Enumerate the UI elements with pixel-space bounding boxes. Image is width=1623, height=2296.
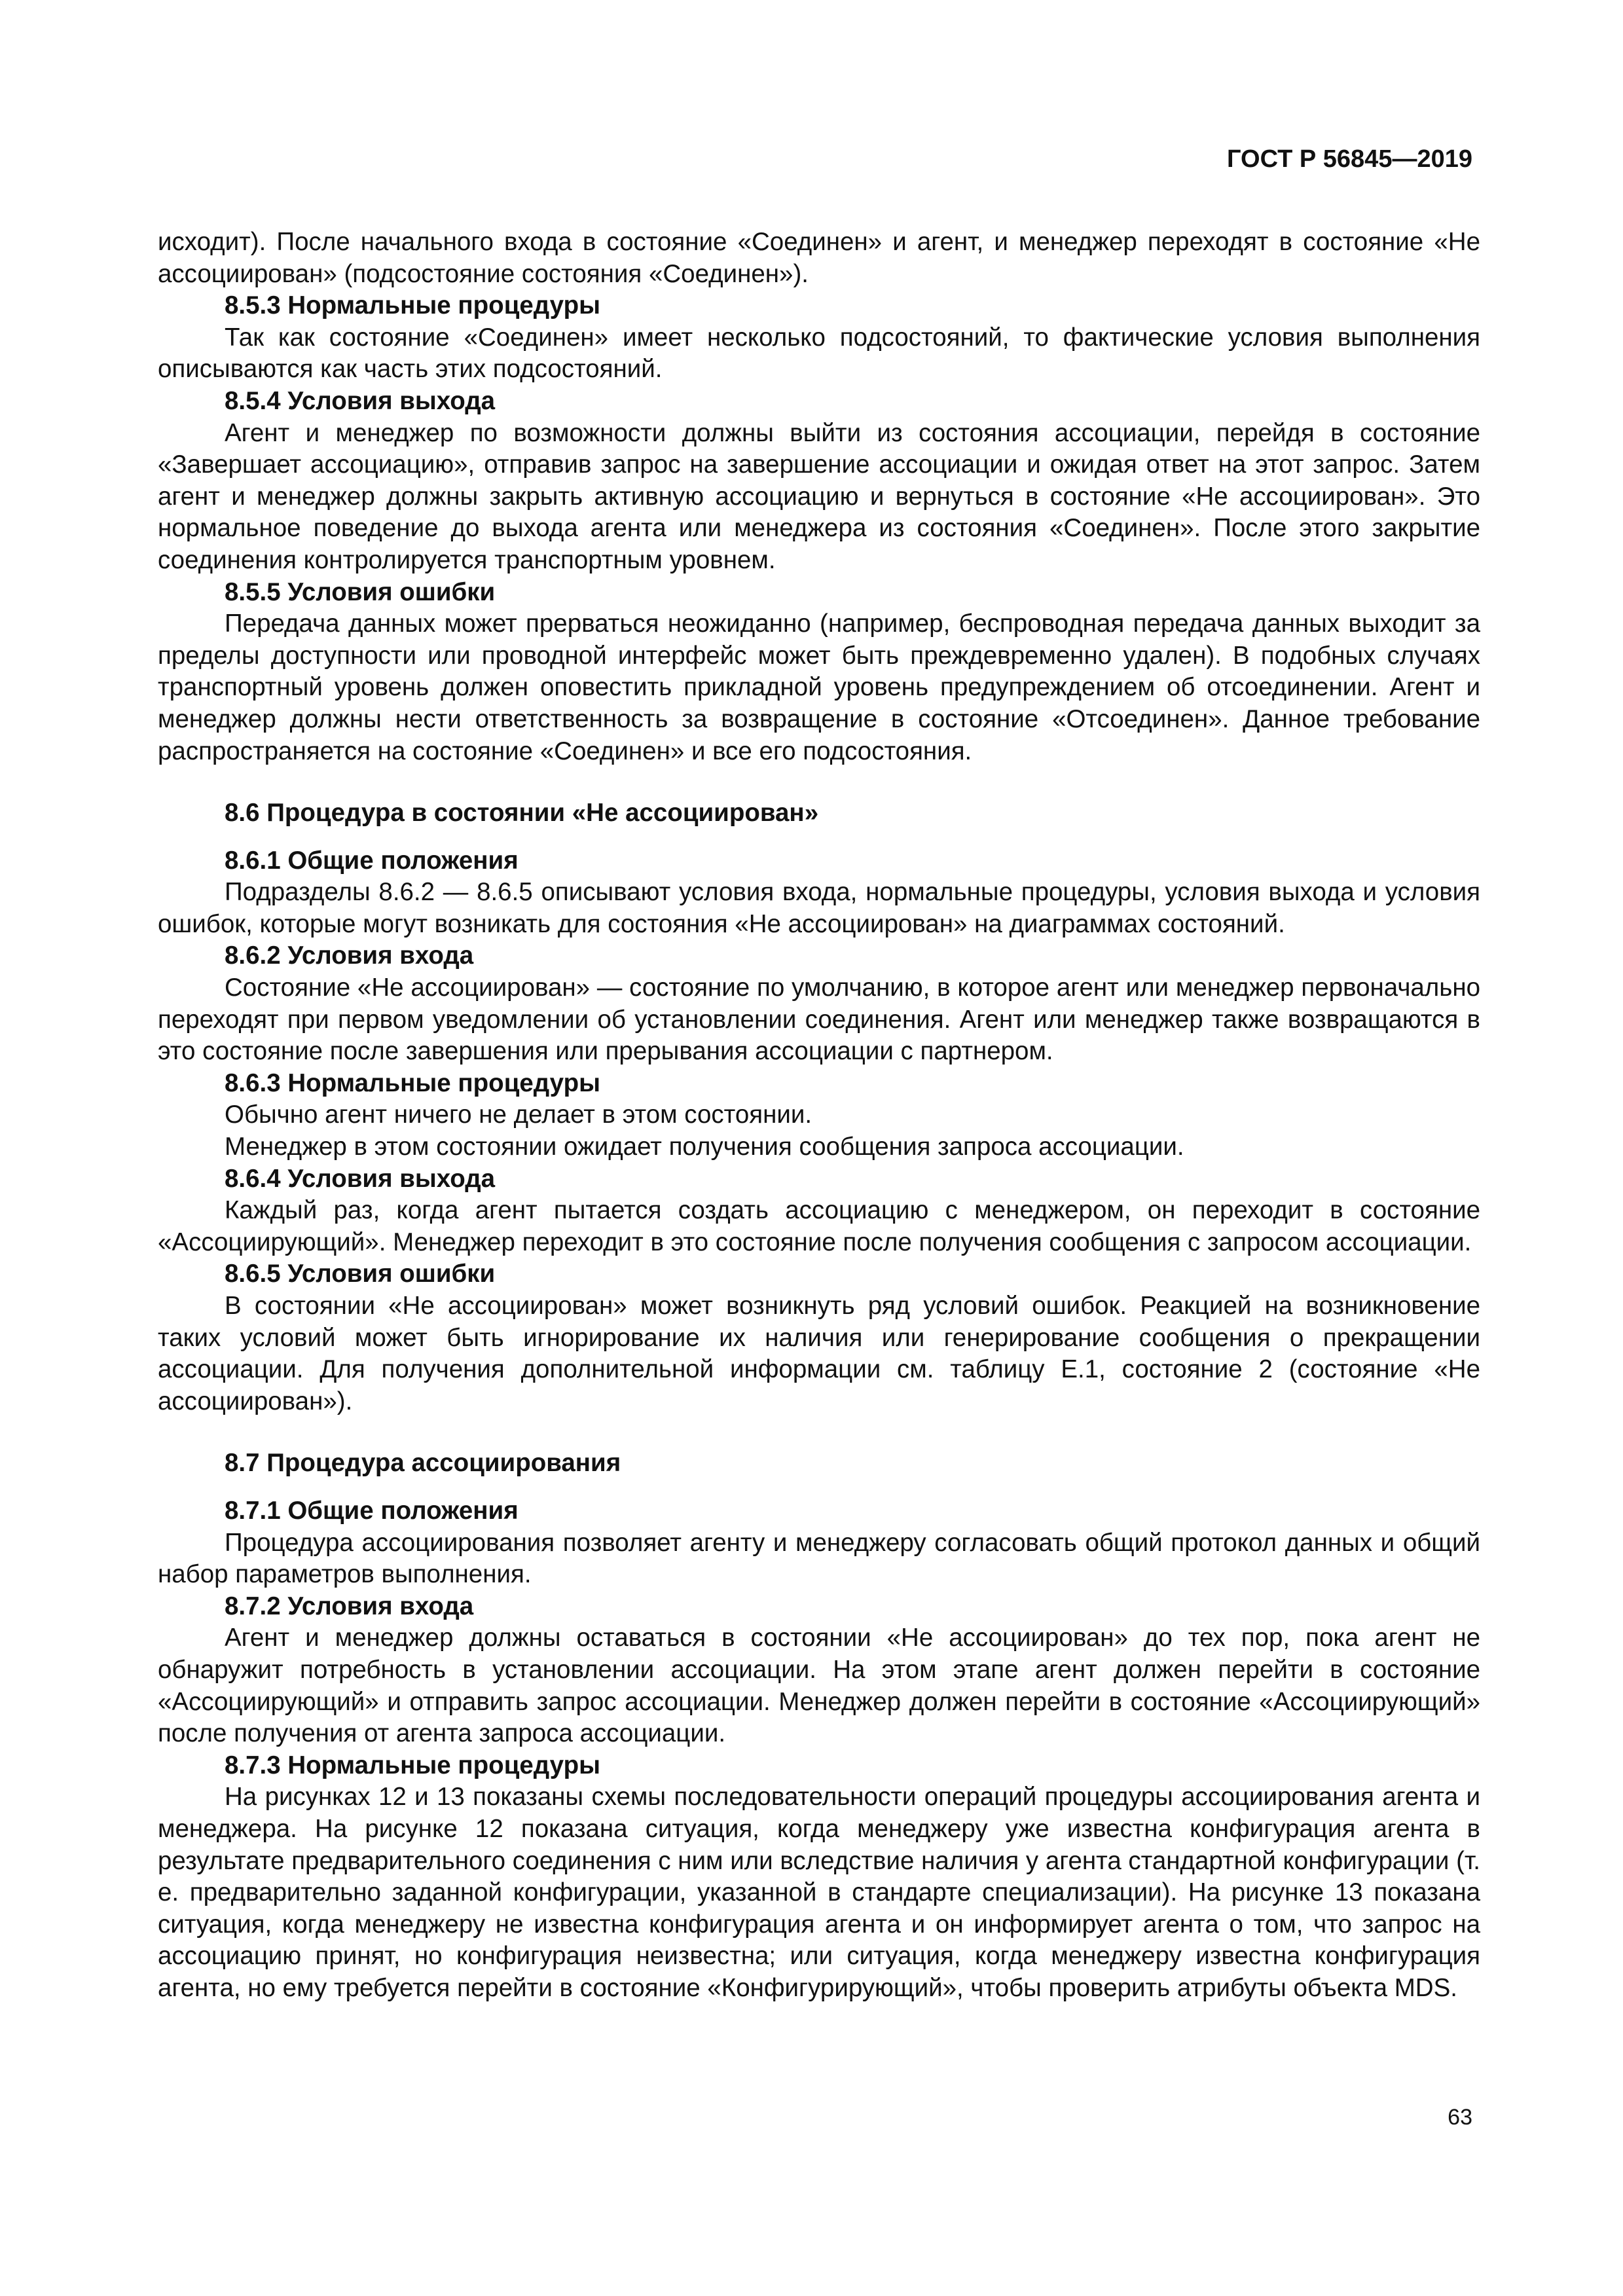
section-heading-8-6-5: 8.6.5 Условия ошибки	[225, 1260, 496, 1288]
section-heading-8-6-1: 8.6.1 Общие положения	[225, 846, 519, 875]
section-heading-8-7: 8.7 Процедура ассоциирования	[225, 1449, 621, 1478]
section-heading-8-6-2: 8.6.2 Условия входа	[225, 941, 474, 970]
section-heading-8-7-1: 8.7.1 Общие положения	[225, 1496, 519, 1525]
paragraph: исходит). После начального входа в состояние «Соединен» и агент, и менеджер переходят в состояние «Не ассоциирован» (подсостояние состояния «Соединен»).	[158, 228, 1480, 288]
paragraph: В состоянии «Не ассоциирован» может возникнуть ряд условий ошибок. Реакцией на возникновение таких условий может быть игнорирование их наличия или генерирование сообщения о прекращении ассоциации. Для получения дополнительной информации см. таблицу Е.1, состояние 2 (состояние «Не ассоциирован»).	[158, 1292, 1480, 1415]
paragraph: Передача данных может прерваться неожиданно (например, беспроводная передача данных выходит за пределы доступности или проводной интерфейс может быть преждевременно удален). В подобных случаях транспортный уровень должен оповестить прикладной уровень предупреждением об отсоединении. Агент и менеджер должны нести ответственность за возвращение в состояние «Отсоединен». Данное требование распространяется на состояние «Соединен» и все его подсостояния.	[158, 610, 1480, 765]
paragraph: Менеджер в этом состоянии ожидает получения сообщения запроса ассоциации.	[225, 1133, 1184, 1161]
paragraph: Каждый раз, когда агент пытается создать ассоциацию с менеджером, он переходит в состояние «Ассоциирующий». Менеджер переходит в это состояние после получения сообщения с запросом ассоциации.	[158, 1196, 1480, 1256]
paragraph: Подразделы 8.6.2 — 8.6.5 описывают условия входа, нормальные процедуры, условия выхода и условия ошибок, которые могут возникать для состояния «Не ассоциирован» на диаграммах состояний.	[158, 878, 1480, 938]
section-heading-8-6: 8.6 Процедура в состоянии «Не ассоциирован»	[225, 799, 819, 828]
paragraph: Состояние «Не ассоциирован» — состояние по умолчанию, в которое агент или менеджер первоначально переходят при первом уведомлении об установлении соединения. Агент или менеджер также возвращаются в это состояние после завершения или прерывания ассоциации с партнером.	[158, 974, 1480, 1066]
page-number: 63	[1448, 2105, 1472, 2130]
section-heading-8-6-4: 8.6.4 Условия выхода	[225, 1164, 496, 1193]
paragraph: Так как состояние «Соединен» имеет несколько подсостояний, то фактические условия выполнения описываются как часть этих подсостояний.	[158, 323, 1480, 384]
paragraph: Обычно агент ничего не делает в этом состоянии.	[225, 1101, 812, 1129]
document-code: ГОСТ Р 56845—2019	[1227, 145, 1472, 173]
paragraph: Процедура ассоциирования позволяет агенту и менеджеру согласовать общий протокол данных и общий набор параметров выполнения.	[158, 1528, 1480, 1589]
section-heading-8-5-5: 8.5.5 Условия ошибки	[225, 577, 496, 606]
section-heading-8-7-2: 8.7.2 Условия входа	[225, 1592, 474, 1620]
paragraph: Агент и менеджер должны оставаться в состоянии «Не ассоциирован» до тех пор, пока агент не обнаружит потребность в установлении ассоциации. На этом этапе агент должен перейти в состояние «Ассоциирующий» и отправить запрос ассоциации. Менеджер должен перейти в состояние «Ассоциирующий» после получения от агента запроса ассоциации.	[158, 1624, 1480, 1748]
section-heading-8-5-3: 8.5.3 Нормальные процедуры	[225, 291, 600, 320]
paragraph: На рисунках 12 и 13 показаны схемы последовательности операций процедуры ассоциирования агента и менеджера. На рисунке 12 показана ситуация, когда менеджеру уже известна конфигурация агента в результате предварительного соединения с ним или вследствие наличия у агента стандартной конфигурации (т. е. предварительно заданной конфигурации, указанной в стандарте специализации). На рисунке 13 показана ситуация, когда менеджеру не известна конфигурация агента и он информирует агента о том, что запрос на ассоциацию принят, но конфигурация неизвестна; или ситуация, когда менеджеру известна конфигурация агента, но ему требуется перейти в состояние «Конфигурирующий», чтобы проверить атрибуты объекта MDS.	[158, 1783, 1480, 2002]
body-text	[158, 227, 1480, 2004]
paragraph: Агент и менеджер по возможности должны выйти из состояния ассоциации, перейдя в состояние «Завершает ассоциацию», отправив запрос на завершение ассоциации и ожидая ответ на этот запрос. Затем агент и менеджер должны закрыть активную ассоциацию и вернуться в состояние «Не ассоциирован». Это нормальное поведение до выхода агента или менеджера из состояния «Соединен». После этого закрытие соединения контролируется транспортным уровнем.	[158, 418, 1480, 574]
section-heading-8-5-4: 8.5.4 Условия выхода	[225, 386, 496, 415]
section-heading-8-6-3: 8.6.3 Нормальные процедуры	[225, 1068, 600, 1097]
section-heading-8-7-3: 8.7.3 Нормальные процедуры	[225, 1751, 600, 1779]
